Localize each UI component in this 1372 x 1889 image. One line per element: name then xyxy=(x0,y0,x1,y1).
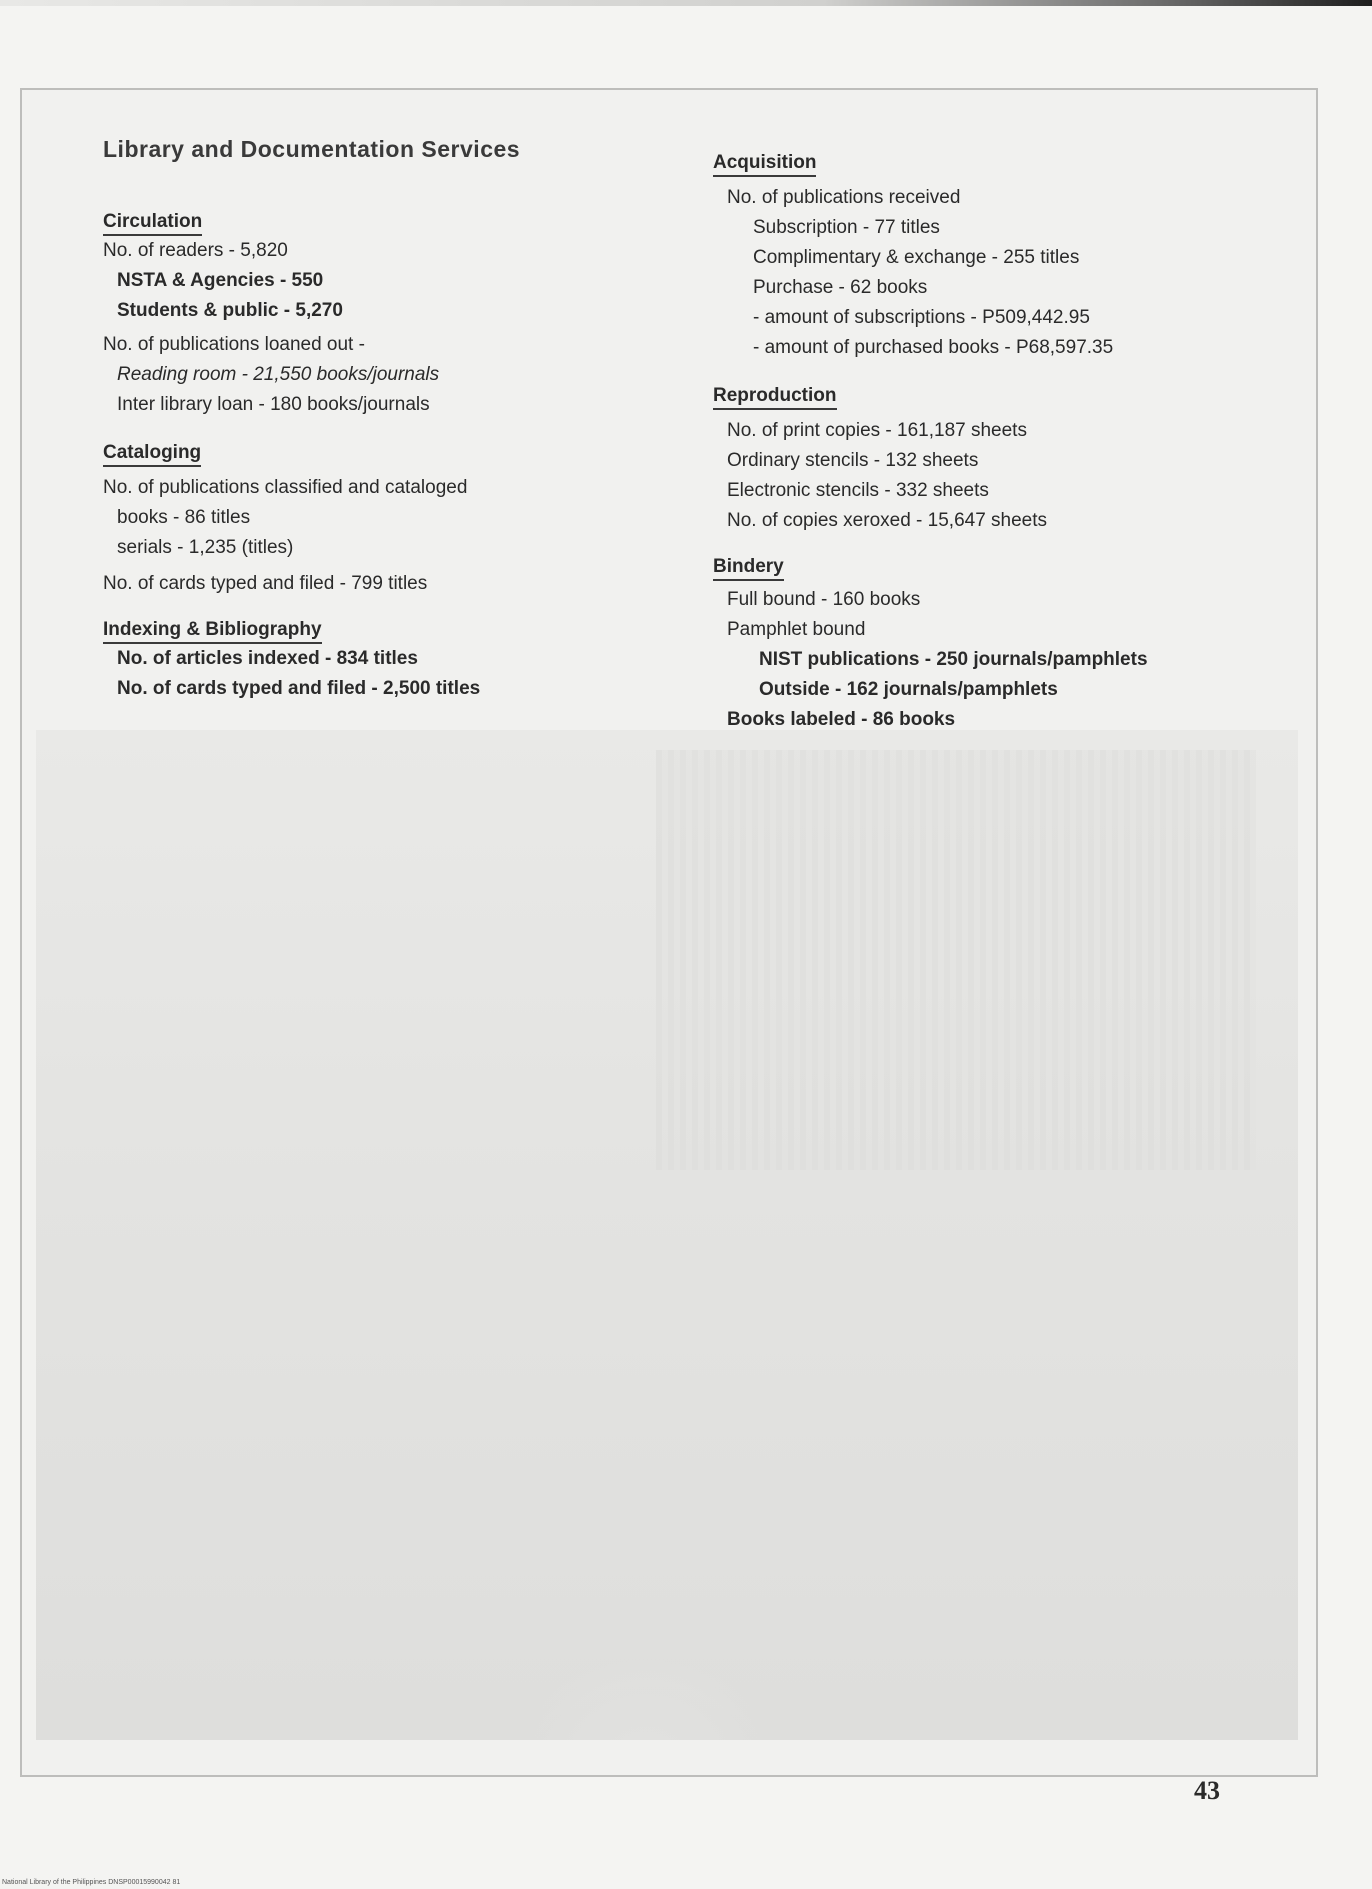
bindery-section xyxy=(713,556,1233,735)
right-column xyxy=(713,152,1233,735)
loaned-line: No. of publications loaned out - xyxy=(103,334,365,355)
nist-line: NIST publications - 250 journals/pamphlets xyxy=(759,649,1148,670)
page-title: Library and Documentation Services xyxy=(103,136,521,162)
footer-source: National Library of the Philippines DNSP00015990042 81 xyxy=(2,1879,181,1886)
cataloging-heading: Cataloging xyxy=(103,442,201,467)
cataloging-section xyxy=(103,442,623,599)
bindery-heading: Bindery xyxy=(713,556,784,581)
reading-room-text: Reading room - 21,550 books/journals xyxy=(117,364,440,385)
photo-equipment-panel xyxy=(656,750,1256,1170)
subscription-line: Subscription - 77 titles xyxy=(753,217,940,238)
indexing-heading: Indexing & Bibliography xyxy=(103,619,322,644)
left-column xyxy=(103,136,623,704)
background-photo xyxy=(36,730,1298,1740)
pamphlet-bound-line: Pamphlet bound xyxy=(727,619,866,640)
print-copies-line: No. of print copies - 161,187 sheets xyxy=(727,420,1027,441)
students-line: Students & public - 5,270 xyxy=(117,300,343,321)
serials-line: serials - 1,235 (titles) xyxy=(117,537,294,558)
books-labeled-line: Books labeled - 86 books xyxy=(727,709,956,730)
indexing-cards-line: No. of cards typed and filed - 2,500 titles xyxy=(117,678,481,699)
amount-subscriptions-line: - amount of subscriptions - P509,442.95 xyxy=(753,307,1090,328)
outside-line: Outside - 162 journals/pamphlets xyxy=(759,679,1058,700)
full-bound-line: Full bound - 160 books xyxy=(727,589,921,610)
reproduction-heading: Reproduction xyxy=(713,385,837,410)
purchase-line: Purchase - 62 books xyxy=(753,277,928,298)
books-line: books - 86 titles xyxy=(117,507,251,528)
acquisition-section xyxy=(713,152,1233,363)
reading-room-line xyxy=(103,360,623,390)
xeroxed-line: No. of copies xeroxed - 15,647 sheets xyxy=(727,510,1048,531)
cards-line: No. of cards typed and filed - 799 titles xyxy=(103,573,428,594)
received-line: No. of publications received xyxy=(727,187,961,208)
articles-line: No. of articles indexed - 834 titles xyxy=(117,648,418,669)
acquisition-heading: Acquisition xyxy=(713,152,816,177)
page-number: 43 xyxy=(1194,1776,1220,1805)
ordinary-line: Ordinary stencils - 132 sheets xyxy=(727,450,979,471)
complimentary-line: Complimentary & exchange - 255 titles xyxy=(753,247,1080,268)
electronic-line: Electronic stencils - 332 sheets xyxy=(727,480,989,501)
circulation-heading: Circulation xyxy=(103,211,202,236)
readers-line: No. of readers - 5,820 xyxy=(103,240,288,261)
amount-purchased-line: - amount of purchased books - P68,597.35 xyxy=(753,337,1114,358)
indexing-section xyxy=(103,619,623,704)
nsta-line: NSTA & Agencies - 550 xyxy=(117,270,324,291)
classified-line: No. of publications classified and cataloged xyxy=(103,477,468,498)
top-edge xyxy=(0,0,1372,6)
circulation-section xyxy=(103,211,623,420)
inter-library-line: Inter library loan - 180 books/journals xyxy=(117,394,430,415)
reproduction-section xyxy=(713,385,1233,536)
